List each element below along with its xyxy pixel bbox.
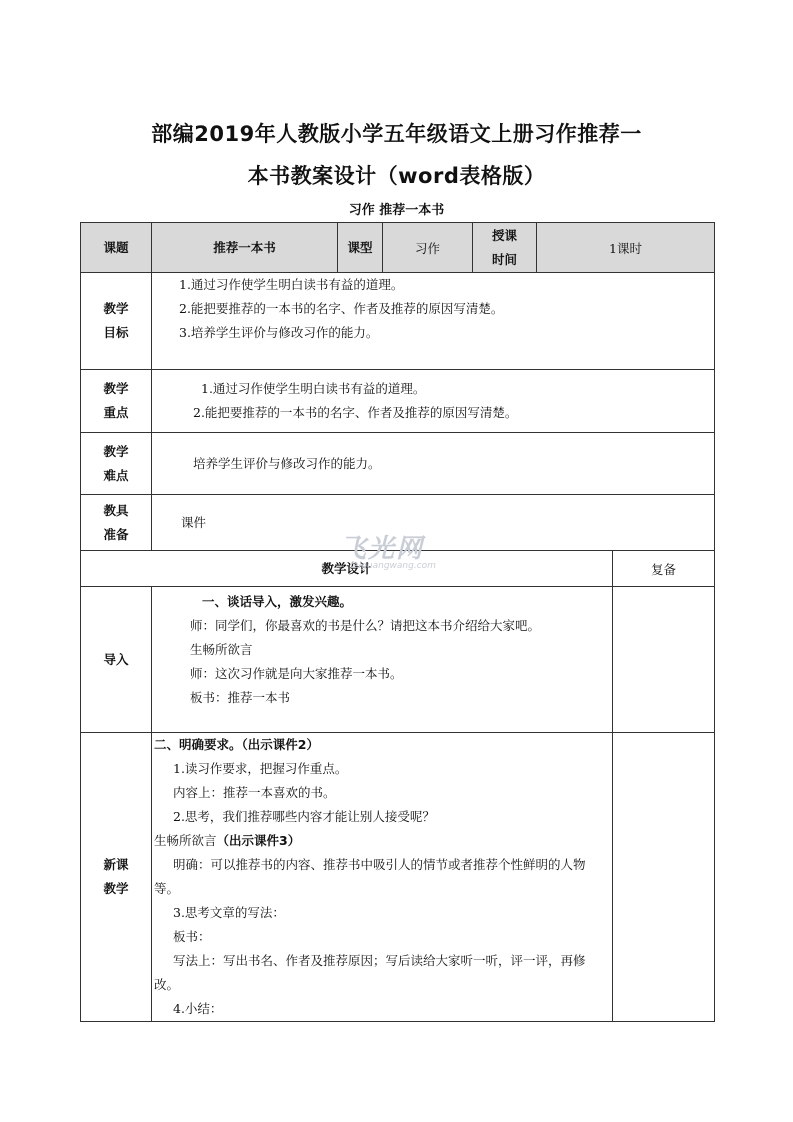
header-row xyxy=(81,223,715,273)
type-value: 习作 xyxy=(383,223,473,273)
goals-label-line-1: 教学 xyxy=(103,301,129,316)
materials-row xyxy=(81,495,715,551)
materials-text: 课件 xyxy=(181,514,207,530)
lesson-plan-table xyxy=(80,222,715,1022)
materials-label xyxy=(81,495,152,551)
new-lesson-review-cell xyxy=(613,733,715,1022)
new-lesson-heading: 二、明确要求。（出示课件2） xyxy=(154,737,319,752)
goals-label xyxy=(81,273,152,370)
key-point-item: 1.通过习作使学生明白读书有益的道理。 xyxy=(201,381,426,396)
goal-item: 3.培养学生评价与修改习作的能力。 xyxy=(179,325,379,340)
materials-label-line-2: 准备 xyxy=(103,526,129,542)
design-header-label: 教学设计 xyxy=(81,551,613,587)
new-lesson-label-line-2: 教学 xyxy=(103,881,129,896)
design-header-row xyxy=(81,551,715,587)
intro-heading: 一、谈话导入，激发兴趣。 xyxy=(202,594,353,609)
new-lesson-label xyxy=(81,733,152,1022)
watermark-url: feiguangwang.com xyxy=(350,561,436,571)
goals-label-line-2: 目标 xyxy=(103,325,129,340)
document-subtitle: 习作 推荐一本书 xyxy=(348,203,445,218)
document-title-line-2: 本书教案设计（word表格版） xyxy=(247,164,546,188)
intro-review-cell xyxy=(613,587,715,733)
materials-content xyxy=(152,495,715,551)
goals-row xyxy=(81,273,715,370)
difficulties-label-line-1: 教学 xyxy=(103,443,129,459)
review-header-label: 复备 xyxy=(613,551,715,587)
new-lesson-content xyxy=(152,733,613,1022)
new-lesson-line4-slide: （出示课件3） xyxy=(216,833,301,848)
new-lesson-line: 明确：可以推荐书的内容、推荐书中吸引人的情节或者推荐个性鲜明的人物等。 xyxy=(154,857,586,896)
new-lesson-line: 板书： xyxy=(173,929,211,944)
difficulties-label xyxy=(81,433,152,495)
difficulties-content xyxy=(152,433,715,495)
new-lesson-line xyxy=(154,829,609,853)
intro-line: 板书：推荐一本书 xyxy=(190,690,291,705)
new-lesson-line: 1.读习作要求，把握习作重点。 xyxy=(173,761,348,776)
new-lesson-line: 2.思考，我们推荐哪些内容才能让别人接受呢？ xyxy=(173,809,435,824)
intro-line: 师：这次习作就是向大家推荐一本书。 xyxy=(190,666,403,681)
goal-item: 1.通过习作使学生明白读书有益的道理。 xyxy=(179,277,404,292)
document-title-line-1: 部编2019年人教版小学五年级语文上册习作推荐一 xyxy=(151,122,642,146)
materials-label-line-1: 教具 xyxy=(103,502,129,518)
new-lesson-row xyxy=(81,733,715,1022)
new-lesson-line: 3.思考文章的写法： xyxy=(173,905,285,920)
new-lesson-line: 写法上：写出书名、作者及推荐原因；写后读给大家听一听，评一评，再修改。 xyxy=(154,953,586,992)
time-value: 1课时 xyxy=(537,223,715,273)
key-points-label-line-1: 教学 xyxy=(103,381,129,396)
time-label-line-2: 时间 xyxy=(491,251,517,267)
intro-line: 生畅所欲言 xyxy=(190,642,253,657)
difficulties-label-line-2: 难点 xyxy=(103,467,129,483)
key-points-content xyxy=(152,370,715,433)
goal-item: 2.能把要推荐的一本书的名字、作者及推荐的原因写清楚。 xyxy=(179,301,504,316)
key-points-row xyxy=(81,370,715,433)
key-points-label xyxy=(81,370,152,433)
time-label-line-1: 授课 xyxy=(491,227,517,243)
difficulties-row xyxy=(81,433,715,495)
intro-row xyxy=(81,587,715,733)
intro-label: 导入 xyxy=(81,587,152,733)
new-lesson-line: 内容上：推荐一本喜欢的书。 xyxy=(173,785,336,800)
intro-content xyxy=(152,587,613,733)
new-lesson-label-line-1: 新课 xyxy=(103,857,129,872)
intro-line: 师：同学们，你最喜欢的书是什么？请把这本书介绍给大家吧。 xyxy=(190,618,541,633)
watermark-logo-text: 飞光网 xyxy=(340,534,425,564)
time-label xyxy=(473,223,537,273)
type-label: 课型 xyxy=(338,223,383,273)
new-lesson-line4-text: 生畅所欲言 xyxy=(154,833,217,848)
key-points-label-line-2: 重点 xyxy=(103,405,129,420)
topic-label: 课题 xyxy=(81,223,152,273)
difficulties-text: 培养学生评价与修改习作的能力。 xyxy=(193,455,381,471)
topic-value: 推荐一本书 xyxy=(152,223,338,273)
new-lesson-line: 4.小结： xyxy=(173,1001,223,1016)
goals-content xyxy=(152,273,715,370)
key-point-item: 2.能把要推荐的一本书的名字、作者及推荐的原因写清楚。 xyxy=(193,405,518,420)
